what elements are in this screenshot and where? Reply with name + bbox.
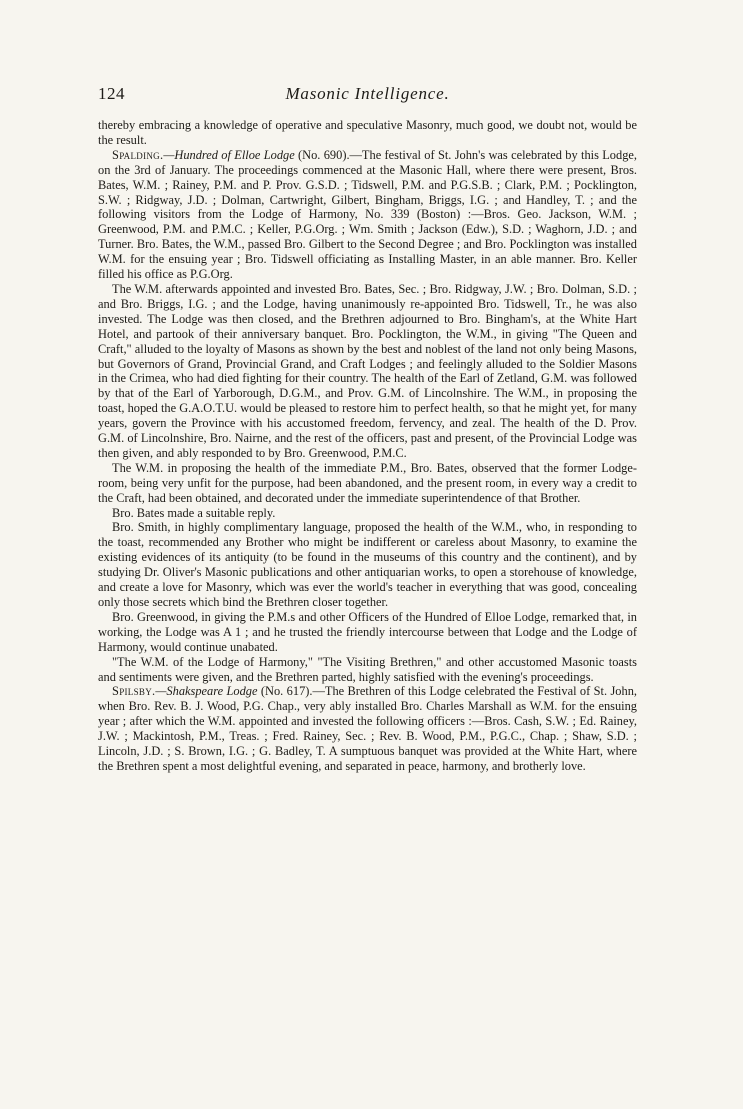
lodge-name-elloe: —Hundred of Elloe Lodge: [163, 147, 295, 162]
place-heading-spilsby: Spilsby.: [112, 684, 156, 699]
paragraph-text: (No. 617).—The Brethren of this Lodge celebrated the Festival of St. John, when Bro. Rev. B. J. Wood, P.G. Chap., very ably installed Bro. Charles Marshall as W.M. for the ensuing year ; after which the W.M. appointed and invested the following officers :—Bros. Cash, S.W. ; Ed. Rainey, J.W. ; Mackintosh, P.M., Treas. ; Fred. Rainey, Sec. ; Rev. B. Wood, P.M., P.G.C., Chap. ; Shaw, S.D. ; Lincoln, J.D. ; S. Brown, I.G. ; G. Badley, T. A sumptuous banquet was provided at the White Hart, where the Brethren spent a most delightful evening, and separated in peace, harmony, and brotherly love.: [98, 684, 637, 773]
paragraph-spalding: [98, 148, 637, 282]
paragraph-investiture: The W.M. afterwards appointed and invested Bro. Bates, Sec. ; Bro. Ridgway, J.W. ; Bro. Dolman, S.D. ; and Bro. Briggs, I.G. ; and the Lodge, having unanimously re-appointed Bro. Tidswell, Tr., he was also invested. The Lodge was then closed, and the Brethren adjourned to Bro. Bingham's, at the White Hart Hotel, and partook of their anniversary banquet. Bro. Pocklington, the W.M., in giving "The Queen and Craft," alluded to the loyalty of Masons as shown by the best and noblest of the land not only being Masons, but Governors of Grand, Provincial Grand, and Craft Lodges ; and feelingly alluded to the Soldier Masons in the Crimea, who had died fighting for their country. The health of the Earl of Zetland, G.M. was followed by that of the Earl of Yarborough, D.G.M., and Prov. G.M. of Lincolnshire. The W.M., in proposing the toast, hoped the G.A.O.T.U. would be pleased to restore him to perfect health, so that he might yet, for many years, govern the Province with his accustomed freedom, fervency, and zeal. The health of the D. Prov. G.M. of Lincolnshire, Bro. Nairne, and the rest of the officers, past and present, of the Provincial Lodge was then given, and ably responded to by Bro. Greenwood, P.M.C.: [98, 281, 637, 460]
paragraph-bates-reply: Bro. Bates made a suitable reply.: [112, 505, 276, 520]
paragraph-smith-toast: Bro. Smith, in highly complimentary language, proposed the health of the W.M., who, in responding to the toast, recommended any Brother who might be indifferent or careless about Masonry, to examine the existing evidences of its antiquity (to be found in the museums of this country and the continent), and by studying Dr. Oliver's Masonic publications and other antiquarian works, to open a storehouse of knowledge, and create a love for Masonry, which was ever the world's teacher in everything that was good, concealing only those secrets which bind the Brethren closer together.: [98, 520, 637, 609]
paragraph-toasts: "The W.M. of the Lodge of Harmony," "The Visiting Brethren," and other accustomed Masonic toasts and sentiments were given, and the Brethren parted, highly satisfied with the evening's proceedings.: [98, 654, 637, 684]
running-head: [98, 84, 637, 108]
paragraph-continuation: thereby embracing a knowledge of operative and speculative Masonry, much good, we doubt not, would be the result.: [98, 118, 637, 147]
paragraph-text: (No. 690).—The festival of St. John's was celebrated by this Lodge, on the 3rd of January. The proceedings commenced at the Masonic Hall, where there were present, Bros. Bates, W.M. ; Rainey, P.M. and P. Prov. G.S.D. ; Tidswell, P.M. and P.G.S.B. ; Clark, P.M. ; Pocklington, S.W. ; Ridgway, J.D. ; Dolman, Cartwright, Gilbert, Bingham, Briggs, I.G. ; and Handley, T. ; and the following visitors from the Lodge of Harmony, No. 339 (Boston) :—Bros. Geo. Jackson, W.M. ; Greenwood, P.M. and P.M.C. ; Keller, P.G.Org. ; Wm. Smith ; Jackson (Edw.), S.D. ; Waghorn, J.D. ; and Turner. Bro. Bates, the W.M., passed Bro. Gilbert to the Second Degree ; and Bro. Pocklington was installed W.M. for the ensuing year ; Bro. Tidswell officiating as Installing Master, in an able manner. Bro. Keller filled his office as P.G.Org.: [98, 147, 637, 282]
article-body: [98, 118, 637, 774]
paragraph-greenwood: Bro. Greenwood, in giving the P.M.s and other Officers of the Hundred of Elloe Lodge, remarked that, in working, the Lodge was A 1 ; and he trusted the friendly intercourse between that Lodge and the Lodge of Harmony, would continue unabated.: [98, 609, 637, 654]
paragraph-spilsby: [98, 684, 637, 773]
running-title: Masonic Intelligence.: [285, 84, 450, 103]
paragraph-immediate-pm: The W.M. in proposing the health of the immediate P.M., Bro. Bates, observed that the former Lodge-room, being very unfit for the purpose, had been abandoned, and the present room, in every way a credit to the Craft, had been obtained, and decorated under the immediate superintendence of that Brother.: [98, 460, 637, 505]
place-heading-spalding: Spalding.: [112, 147, 164, 162]
lodge-name-shakspeare: —Shakspeare Lodge: [155, 684, 258, 699]
page-number: 124: [98, 84, 125, 103]
